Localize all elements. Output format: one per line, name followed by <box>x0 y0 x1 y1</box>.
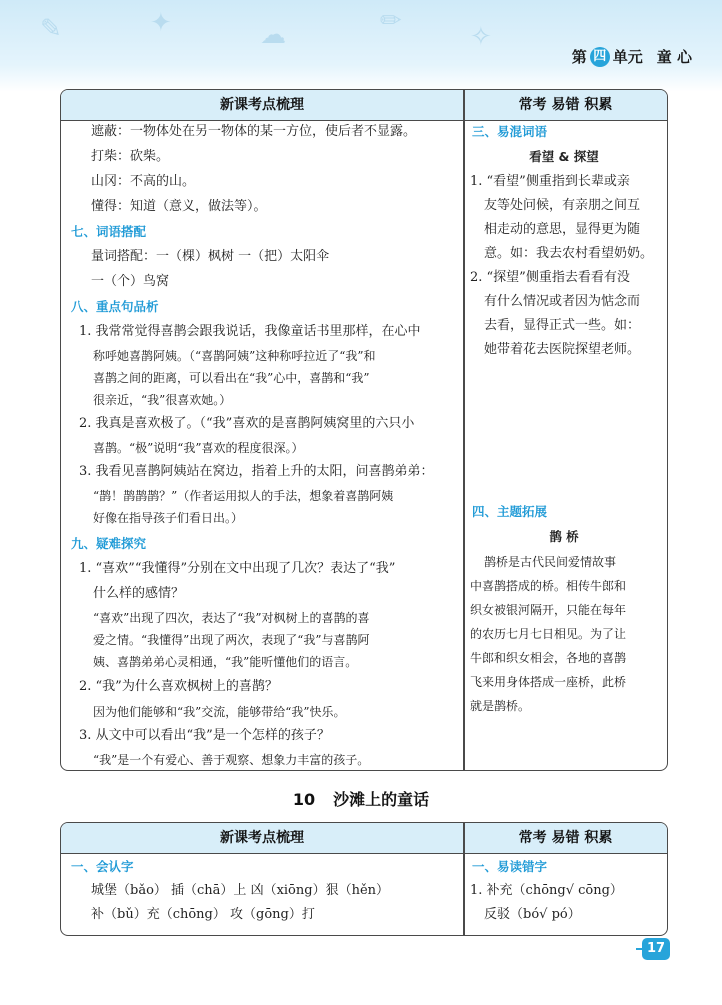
section-heading: 七、词语搭配 <box>71 224 147 239</box>
study-table-1 <box>60 89 668 771</box>
text-line: 反驳（bó√ pó） <box>484 907 581 922</box>
text-line: 喜鹊之间的距离，可以看出在“我”心中，喜鹊和“我” <box>93 371 370 385</box>
section-heading: 一、会认字 <box>71 859 134 874</box>
text-line: 2. 我真是喜欢极了。（“我”喜欢的是喜鹊阿姨窝里的六只小 <box>79 416 415 431</box>
column-divider <box>463 90 465 770</box>
decoration-icon: ✧ <box>470 22 492 52</box>
unit-prefix: 第 <box>571 48 587 66</box>
text-line: 1. “看望”侧重指到长辈或亲 <box>470 174 630 189</box>
text-line: 一（个）鸟窝 <box>91 274 170 289</box>
text-line: 什么样的感情？ <box>93 586 185 601</box>
subheading: 看望 & 探望 <box>529 149 599 164</box>
text-line: 就是鹊桥。 <box>470 699 531 713</box>
section-heading: 四、主题拓展 <box>472 504 548 519</box>
text-line: 的农历七月七日相见。为了让 <box>470 627 627 641</box>
text-line: 懂得：知道（意义，做法等）。 <box>91 199 267 214</box>
text-line: “鹊！鹊鹊鹊？”（作者运用拟人的手法，想象着喜鹊阿姨 <box>93 489 394 503</box>
section-heading: 九、疑难探究 <box>71 536 147 551</box>
text-line: 山冈：不高的山。 <box>91 174 196 189</box>
text-line: 城堡（bǎo） 插（chā）上 凶（xiōng）狠（hěn） <box>91 883 390 898</box>
header-left-title: 新课考点梳理 <box>220 830 304 846</box>
text-line: 3. 我看见喜鹊阿姨站在窝边，指着上升的太阳，问喜鹊弟弟： <box>79 464 434 479</box>
unit-suffix: 单元 <box>612 48 643 66</box>
unit-number-badge: 四 <box>590 47 610 67</box>
header-right-title: 常考 易错 积累 <box>518 830 613 846</box>
text-line: 1. 我常常觉得喜鹊会跟我说话，我像童话书里那样，在心中 <box>79 324 421 339</box>
subheading: 鹊 桥 <box>549 529 579 544</box>
lesson-number: 10 <box>292 790 316 809</box>
table-header <box>61 90 667 121</box>
decoration-icon: ✎ <box>40 14 62 44</box>
column-divider <box>463 823 465 935</box>
text-line: 她带着花去医院探望老师。 <box>484 342 641 357</box>
text-line: 遮蔽：一物体处在另一物体的某一方位，使后者不显露。 <box>91 124 417 139</box>
unit-label <box>572 46 692 67</box>
text-line: 意。如：我去农村看望奶奶。 <box>484 246 654 261</box>
text-line: 爱之情。“我懂得”出现了两次，表现了“我”与喜鹊阿 <box>93 633 370 647</box>
table-header <box>61 823 667 854</box>
decoration-icon: ☁ <box>260 20 286 50</box>
text-line: 飞来用身体搭成一座桥，此桥 <box>470 675 627 689</box>
page-number: 17 <box>642 938 670 960</box>
unit-theme: 童 心 <box>656 48 692 66</box>
header-right-title: 常考 易错 积累 <box>518 97 613 113</box>
text-line: 姨、喜鹊弟弟心灵相通，“我”能听懂他们的语言。 <box>93 655 358 669</box>
section-heading: 八、重点句品析 <box>71 299 159 314</box>
text-line: 去看，显得正式一些。如： <box>484 318 641 333</box>
text-line: 2. “探望”侧重指去看看有没 <box>470 270 630 285</box>
lesson-title <box>0 787 722 810</box>
text-line: 喜鹊。“极”说明“我”喜欢的程度很深。） <box>93 441 304 455</box>
text-line: 1. 补充（chōng√ cōng） <box>470 883 623 898</box>
text-line: 打柴：砍柴。 <box>91 149 170 164</box>
text-line: 因为他们能够和“我”交流，能够带给“我”快乐。 <box>93 705 346 719</box>
study-table-2 <box>60 822 668 936</box>
text-line: “喜欢”出现了四次，表达了“我”对枫树上的喜鹊的喜 <box>93 611 370 625</box>
text-line: 2. “我”为什么喜欢枫树上的喜鹊？ <box>79 679 278 694</box>
text-line: 有什么情况或者因为惦念而 <box>484 294 641 309</box>
section-heading: 一、易读错字 <box>472 859 548 874</box>
text-line: 鹊桥是古代民间爱情故事 <box>484 555 617 569</box>
text-line: 好像在指导孩子们看日出。） <box>93 511 244 525</box>
text-line: 中喜鹊搭成的桥。相传牛郎和 <box>470 579 627 593</box>
header-left-title: 新课考点梳理 <box>220 97 304 113</box>
text-line: “我”是一个有爱心、善于观察、想象力丰富的孩子。 <box>93 753 370 767</box>
text-line: 称呼她喜鹊阿姨。（“喜鹊阿姨”这种称呼拉近了“我”和 <box>93 349 376 363</box>
decoration-icon: ✦ <box>150 8 172 38</box>
lesson-title-text: 沙滩上的童话 <box>333 790 430 809</box>
text-line: 1. “喜欢”“我懂得”分别在文中出现了几次？表达了“我” <box>79 561 396 576</box>
text-line: 相走动的意思，显得更为随 <box>484 222 641 237</box>
text-line: 友等处问候，有亲朋之间互 <box>484 198 641 213</box>
section-heading: 三、易混词语 <box>472 124 548 139</box>
decoration-icon: ✏ <box>380 6 402 36</box>
text-line: 很亲近，“我”很喜欢她。） <box>93 393 232 407</box>
text-line: 3. 从文中可以看出“我”是一个怎样的孩子？ <box>79 728 330 743</box>
text-line: 量词搭配：一（棵）枫树 一（把）太阳伞 <box>91 249 330 264</box>
text-line: 织女被银河隔开，只能在每年 <box>470 603 627 617</box>
text-line: 牛郎和织女相会，各地的喜鹊 <box>470 651 627 665</box>
text-line: 补（bǔ）充（chōng） 攻（gōng）打 <box>91 907 315 922</box>
